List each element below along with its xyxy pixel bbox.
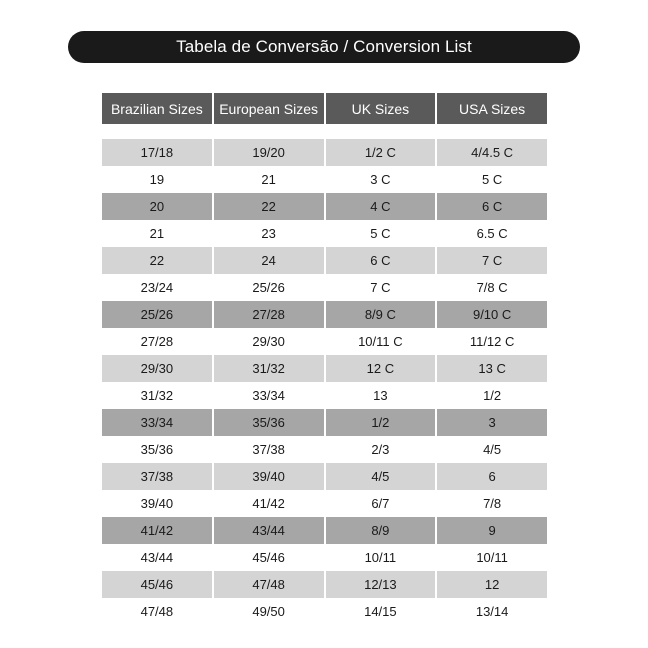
cell-usa: 5 C [437,166,547,193]
cell-brazilian: 19 [102,166,214,193]
header-european-sizes: European Sizes [214,93,326,124]
cell-brazilian: 20 [102,193,214,220]
cell-european: 19/20 [214,139,326,166]
cell-usa: 7/8 [437,490,547,517]
cell-brazilian: 25/26 [102,301,214,328]
cell-european: 49/50 [214,598,326,625]
cell-uk: 10/11 C [326,328,438,355]
table-row [102,382,547,409]
table-row [102,328,547,355]
cell-usa: 7 C [437,247,547,274]
cell-european: 37/38 [214,436,326,463]
table-row [102,274,547,301]
cell-brazilian: 21 [102,220,214,247]
table-row [102,571,547,598]
table-row [102,598,547,625]
table-row [102,490,547,517]
cell-uk: 12/13 [326,571,438,598]
cell-brazilian: 31/32 [102,382,214,409]
cell-usa: 3 [437,409,547,436]
cell-uk: 6/7 [326,490,438,517]
cell-usa: 13 C [437,355,547,382]
cell-usa: 4/4.5 C [437,139,547,166]
table-row [102,463,547,490]
cell-uk: 4/5 [326,463,438,490]
cell-brazilian: 43/44 [102,544,214,571]
cell-european: 45/46 [214,544,326,571]
table-row [102,301,547,328]
cell-usa: 12 [437,571,547,598]
cell-european: 27/28 [214,301,326,328]
cell-uk: 7 C [326,274,438,301]
cell-usa: 1/2 [437,382,547,409]
cell-uk: 5 C [326,220,438,247]
cell-uk: 6 C [326,247,438,274]
cell-usa: 6.5 C [437,220,547,247]
table-row [102,544,547,571]
table-row [102,409,547,436]
table-row [102,247,547,274]
table-body [102,139,547,625]
cell-european: 47/48 [214,571,326,598]
cell-usa: 13/14 [437,598,547,625]
cell-brazilian: 35/36 [102,436,214,463]
cell-uk: 1/2 C [326,139,438,166]
cell-usa: 9 [437,517,547,544]
cell-uk: 8/9 [326,517,438,544]
cell-brazilian: 41/42 [102,517,214,544]
cell-european: 35/36 [214,409,326,436]
cell-usa: 7/8 C [437,274,547,301]
cell-brazilian: 22 [102,247,214,274]
page-title: Tabela de Conversão / Conversion List [68,31,580,63]
size-conversion-table [102,93,547,625]
cell-uk: 13 [326,382,438,409]
cell-usa: 4/5 [437,436,547,463]
table-row [102,517,547,544]
cell-european: 29/30 [214,328,326,355]
cell-brazilian: 29/30 [102,355,214,382]
cell-brazilian: 37/38 [102,463,214,490]
cell-usa: 6 [437,463,547,490]
cell-usa: 9/10 C [437,301,547,328]
cell-european: 25/26 [214,274,326,301]
cell-uk: 3 C [326,166,438,193]
table-row [102,436,547,463]
cell-brazilian: 33/34 [102,409,214,436]
cell-uk: 8/9 C [326,301,438,328]
table-row [102,355,547,382]
cell-european: 24 [214,247,326,274]
cell-uk: 4 C [326,193,438,220]
cell-european: 23 [214,220,326,247]
cell-uk: 12 C [326,355,438,382]
header-usa-sizes: USA Sizes [459,100,526,117]
cell-european: 21 [214,166,326,193]
table-header [102,93,547,124]
cell-european: 22 [214,193,326,220]
cell-european: 43/44 [214,517,326,544]
cell-usa: 10/11 [437,544,547,571]
cell-brazilian: 45/46 [102,571,214,598]
cell-brazilian: 17/18 [102,139,214,166]
cell-brazilian: 27/28 [102,328,214,355]
cell-usa: 6 C [437,193,547,220]
table-row [102,166,547,193]
table-row [102,220,547,247]
table-row [102,193,547,220]
cell-brazilian: 23/24 [102,274,214,301]
cell-uk: 2/3 [326,436,438,463]
cell-brazilian: 39/40 [102,490,214,517]
header-brazilian-sizes: Brazilian Sizes [102,93,214,124]
cell-brazilian: 47/48 [102,598,214,625]
cell-uk: 14/15 [326,598,438,625]
cell-usa: 11/12 C [437,328,547,355]
cell-uk: 10/11 [326,544,438,571]
header-uk-sizes: UK Sizes [326,93,438,124]
cell-european: 41/42 [214,490,326,517]
cell-european: 39/40 [214,463,326,490]
cell-european: 33/34 [214,382,326,409]
cell-uk: 1/2 [326,409,438,436]
table-row [102,139,547,166]
cell-european: 31/32 [214,355,326,382]
